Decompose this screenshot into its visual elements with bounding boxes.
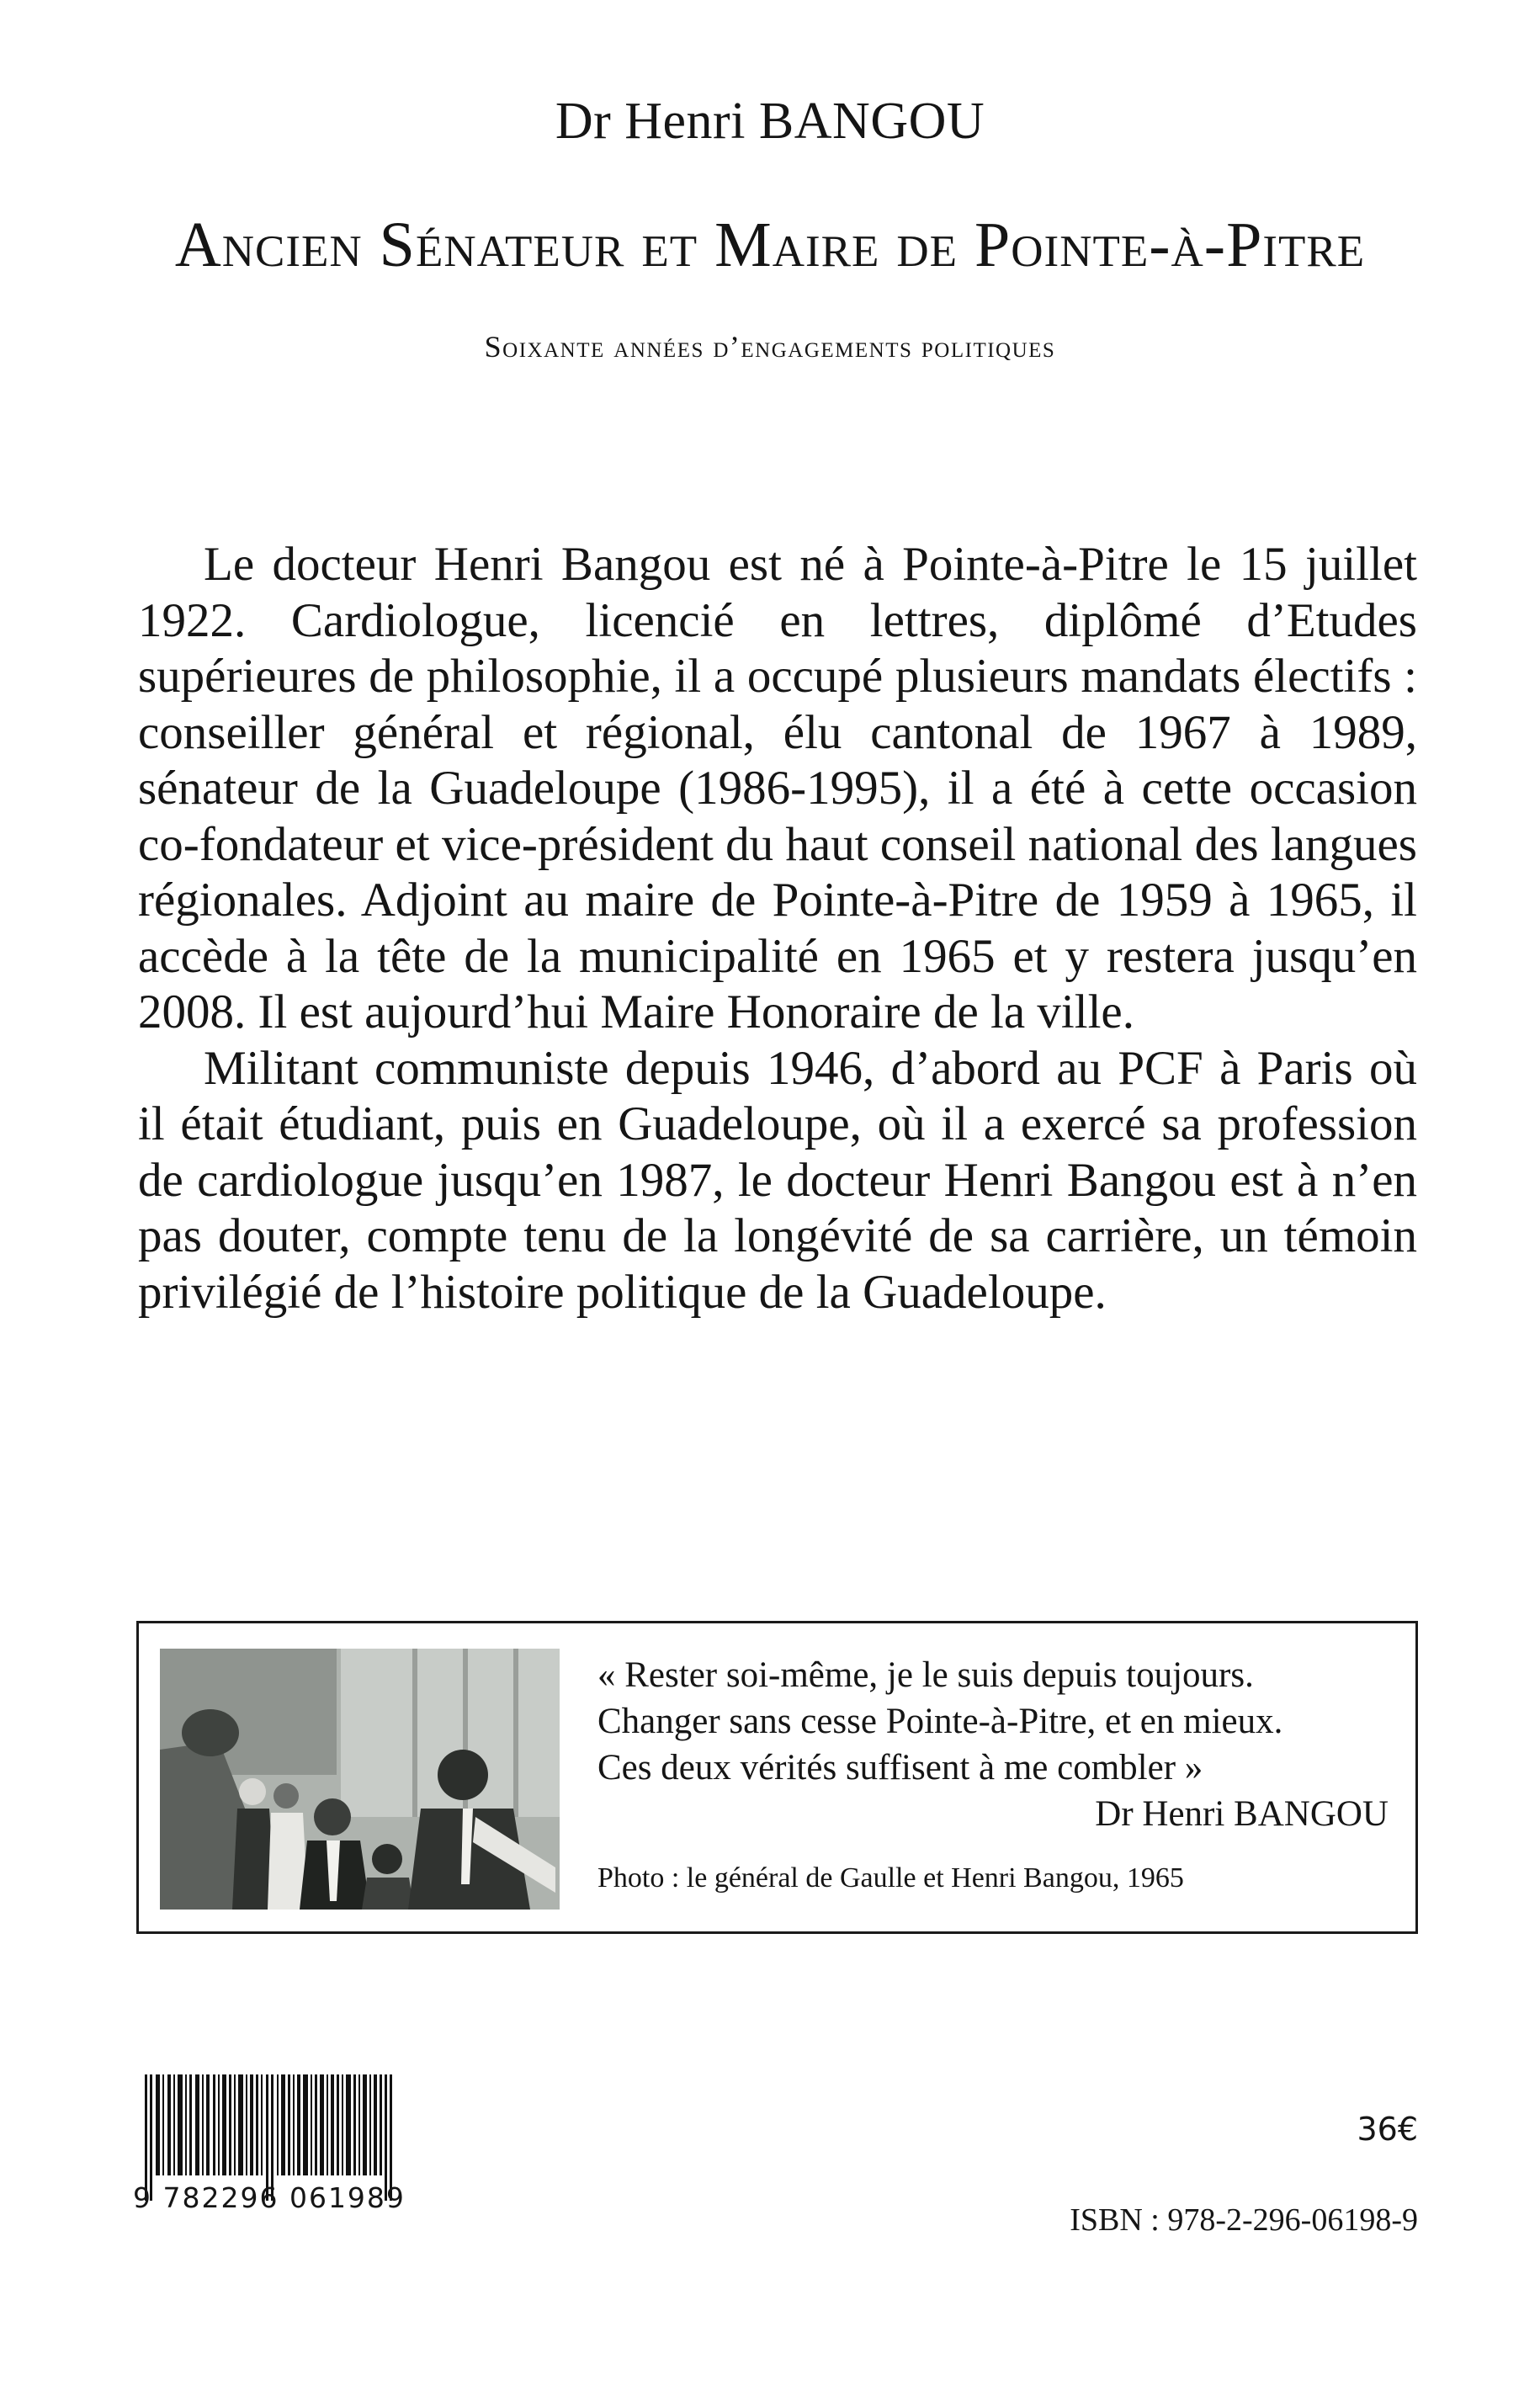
author-name: Dr Henri BANGOU <box>555 93 985 150</box>
isbn: ISBN : 978-2-296-06198-9 <box>1070 2202 1418 2238</box>
biography-paragraph-1: Le docteur Henri Bangou est né à Pointe-à-Pitre le 15 juillet 1922. Cardiologue, licencié en lettres, diplômé d’Etudes supérieures de philosophie, il a occupé plusieurs mandats électifs : conseiller général et régional, élu cantonal de 1967 à 1989, sénateur de la Guadeloupe (1986-1995), il a été à cette occasion co-fondateur et vice-président du haut conseil national des langues régionales. Adjoint au maire de Pointe-à-Pitre de 1959 à 1965, il accède à la tête de la municipalité en 1965 et y restera jusqu’en 2008. Il est aujourd’hui Maire Honoraire de la ville. <box>138 538 1417 1038</box>
price: 36€ <box>1357 2111 1418 2148</box>
photo-caption: Photo : le général de Gaulle et Henri Bangou, 1965 <box>597 1862 1184 1894</box>
quote-attribution: Dr Henri BANGOU <box>1095 1794 1389 1834</box>
book-subtitle: Soixante années d’engagements politiques <box>484 330 1056 364</box>
photo-illustration <box>160 1649 560 1910</box>
quote-box <box>136 1621 1418 1934</box>
quote-line: « Rester soi-même, je le suis depuis toujours. <box>597 1655 1254 1695</box>
book-title: Ancien Sénateur et Maire de Pointe-à-Pitre <box>174 210 1366 280</box>
barcode-number: 9 782296 061989 <box>133 2181 406 2214</box>
biography-paragraph-2: Militant communiste depuis 1946, d’abord au PCF à Paris où il était étudiant, puis en Guadeloupe, où il a exercé sa profession de cardiologue jusqu’en 1987, le docteur Henri Bangou est à n’en pas douter, compte tenu de la longévité de sa carrière, un témoin privilégié de l’histoire politique de la Guadeloupe. <box>138 1041 1417 1319</box>
quote-line: Ces deux vérités suffisent à me combler » <box>597 1748 1203 1787</box>
quote-text <box>597 1652 1389 1837</box>
historical-photo <box>160 1649 560 1910</box>
biography-text <box>138 537 1417 1320</box>
quote-line: Changer sans cesse Pointe-à-Pitre, et en mieux. <box>597 1702 1283 1741</box>
